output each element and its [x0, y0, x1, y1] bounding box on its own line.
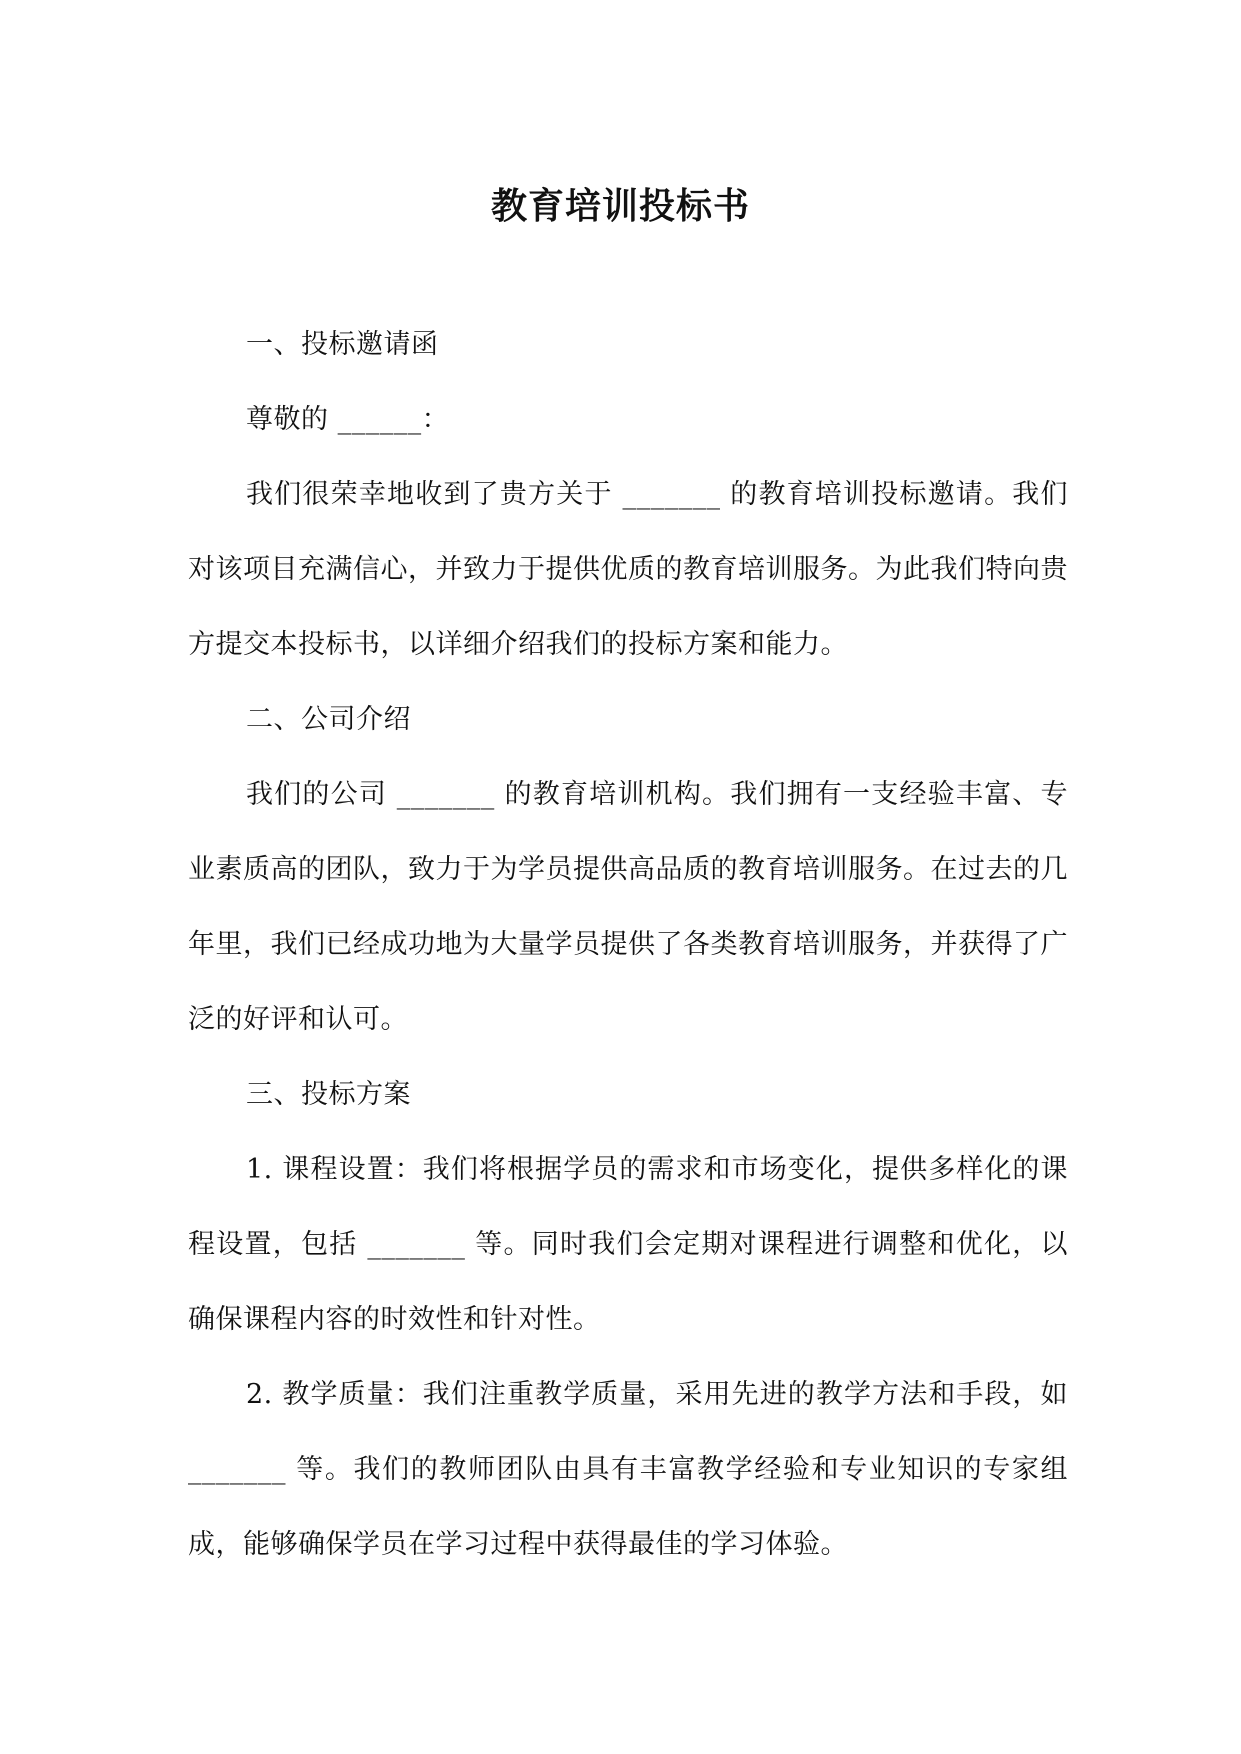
section-heading-company: 二、公司介绍	[246, 704, 411, 735]
section-heading-proposal: 三、投标方案	[246, 1079, 411, 1110]
document-body	[188, 307, 1068, 1582]
document-title: 教育培训投标书	[490, 185, 750, 227]
section-heading-invitation: 一、投标邀请函	[246, 329, 439, 360]
paragraph-teaching-quality: 2. 教学质量：我们注重教学质量，采用先进的教学方法和手段，如 _______ 等。我们的教师团队由具有丰富教学经验和专业知识的专家组成，能够确保学员在学习过程中获得最佳的学习体验。	[188, 1379, 1068, 1560]
salutation: 尊敬的 ______：	[246, 404, 450, 435]
paragraph-company: 我们的公司 _______ 的教育培训机构。我们拥有一支经验丰富、专业素质高的团队，致力于为学员提供高品质的教育培训服务。在过去的几年里，我们已经成功地为大量学员提供了各类教育培训服务，并获得了广泛的好评和认可。	[188, 779, 1068, 1035]
paragraph-course-setting: 1. 课程设置：我们将根据学员的需求和市场变化，提供多样化的课程设置，包括 _______ 等。同时我们会定期对课程进行调整和优化，以确保课程内容的时效性和针对性。	[188, 1154, 1068, 1335]
paragraph-invitation: 我们很荣幸地收到了贵方关于 _______ 的教育培训投标邀请。我们对该项目充满信心，并致力于提供优质的教育培训服务。为此我们特向贵方提交本投标书，以详细介绍我们的投标方案和能力。	[188, 479, 1068, 660]
